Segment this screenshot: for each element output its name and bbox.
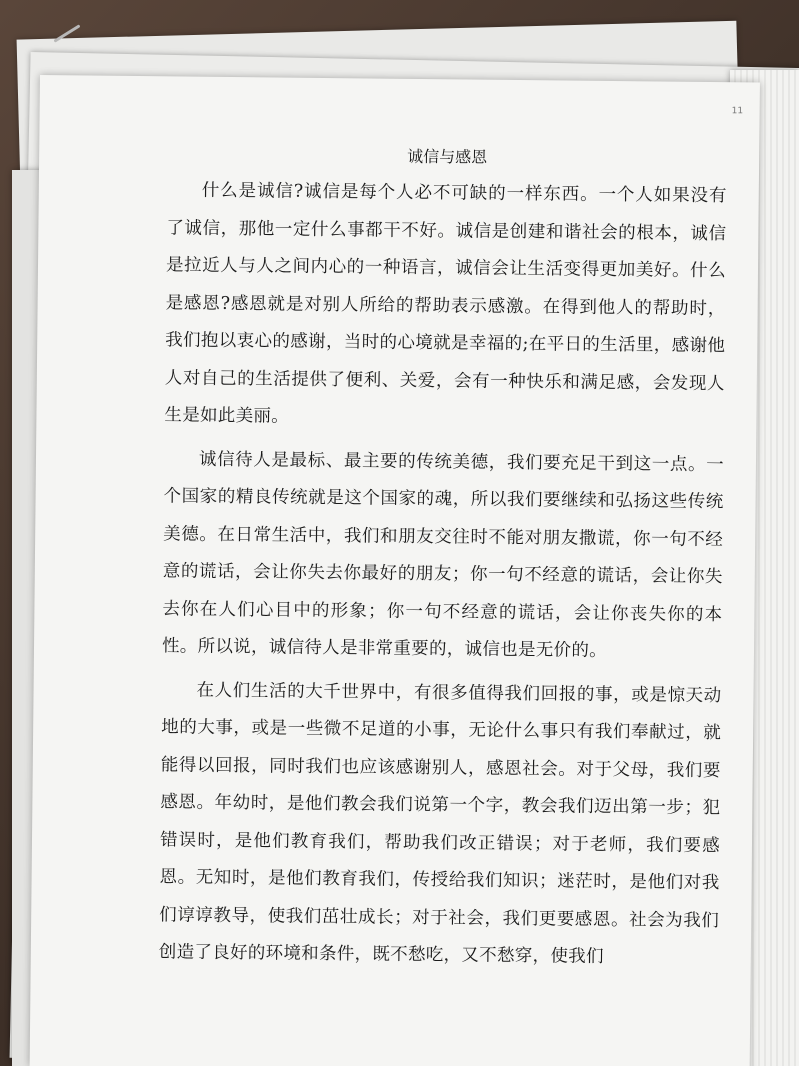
document-body <box>159 141 728 983</box>
paragraph: 在人们生活的大千世界中，有很多值得我们回报的事，或是惊天动地的大事，或是一些微不足道的小事，无论什么事只有我们奉献过，就能得以回报，同时我们也应该感谢别人，感恩社会。对于父母，我们要感恩。年幼时，是他们教会我们说第一个字，教会我们迈出第一步；犯错误时，是他们教育我们，帮助我们改正错误；对于老师，我们要感恩。无知时，是他们教育我们，传授给我们知识；迷茫时，是他们对我们谆谆教导，使我们茁壮成长；对于社会，我们更要感恩。社会为我们创造了良好的环境和条件，既不愁吃，又不愁穿，使我们 <box>158 680 722 967</box>
page-number: 11 <box>731 106 744 117</box>
document-title: 诚信与感恩 <box>407 146 488 167</box>
paragraph: 什么是诚信?诚信是每个人必不可缺的一样东西。一个人如果没有了诚信，那他一定什么事都干不好。诚信是创建和谐社会的根本，诚信是拉近人与人之间内心的一种语言，诚信会让生活变得更加美好。什么是感恩?感恩就是对别人所给的帮助表示感激。在得到他人的帮助时，我们抱以衷心的感谢，当时的心境就是幸福的;在平日的生活里，感谢他人对自己的生活提供了便利、关爱，会有一种快乐和满足感，会发现人生是如此美丽。 <box>164 180 727 427</box>
paper-page <box>30 75 760 1066</box>
paragraph: 诚信待人是最标、最主要的传统美德，我们要充足干到这一点。一个国家的精良传统就是这个国家的魂，所以我们要继续和弘扬这些传统美德。在日常生活中，我们和朋友交往时不能对朋友撒谎，你一句不经意的谎话，会让你失去你最好的朋友；你一句不经意的谎话，会让你失去你在人们心目中的形象；你一句不经意的谎话，会让你丧失你的本性。所以说，诚信待人是非常重要的，诚信也是无价的。 <box>161 449 725 661</box>
